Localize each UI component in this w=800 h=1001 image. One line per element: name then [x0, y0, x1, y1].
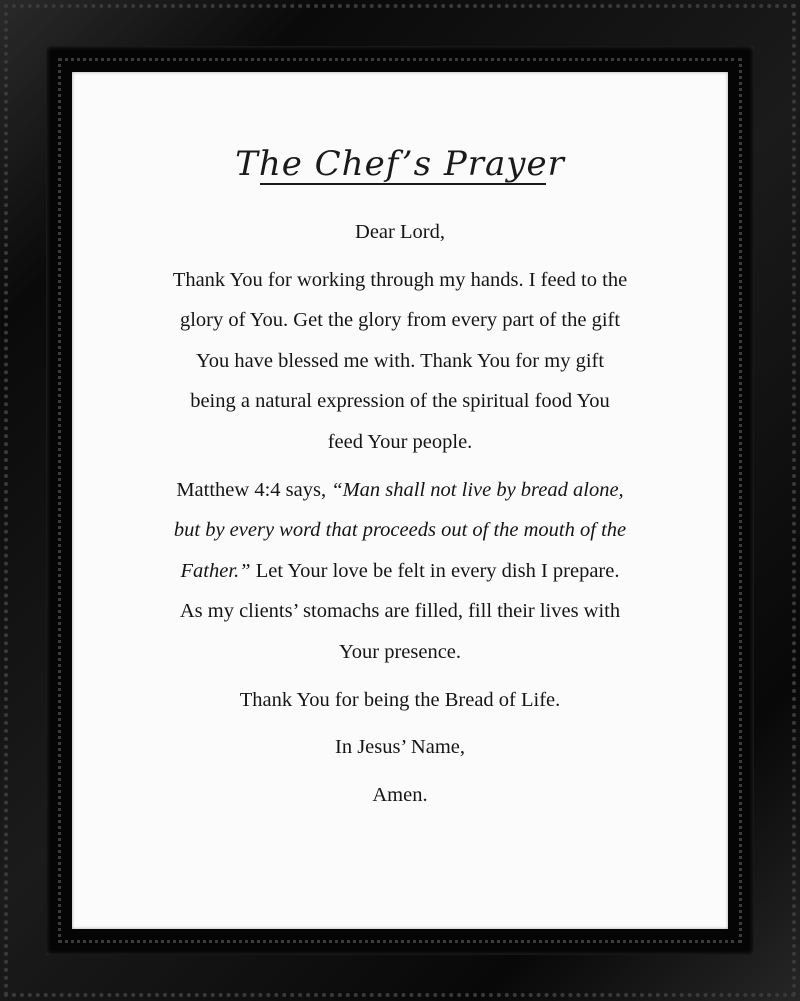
- scripture-quote-part-3: Father.”: [180, 559, 251, 582]
- paragraph-2-line-3-text: Let Your love be felt in every dish I prepare.: [250, 559, 620, 582]
- paragraph-1-line-1: Thank You for working through my hands. I feed to the: [172, 268, 628, 291]
- prayer-sheet: [72, 72, 728, 929]
- paragraph-2-line-3: [102, 551, 698, 592]
- paragraph-1-line-4: being a natural expression of the spiritual food You: [190, 390, 610, 413]
- paragraph-2-line-2: [102, 510, 698, 551]
- closing-amen: Amen.: [372, 783, 428, 806]
- scripture-quote-part-2: but by every word that proceeds out of the mouth of the: [173, 519, 627, 542]
- paragraph-1-line-5: feed Your people.: [327, 430, 473, 453]
- paragraph-2-line-4: As my clients’ stomachs are filled, fill their lives with: [179, 600, 621, 623]
- paragraph-1-line-2: glory of You. Get the glory from every part of the gift: [179, 309, 621, 332]
- scripture-reference: Matthew 4:4 says,: [176, 478, 332, 501]
- paragraph-1-line-3: You have blessed me with. Thank You for my gift: [195, 349, 605, 372]
- paragraph-2-line-5: Your presence.: [338, 640, 462, 663]
- title-underline: [260, 183, 546, 185]
- salutation: Dear Lord,: [355, 221, 445, 243]
- closing-line-2: In Jesus’ Name,: [335, 736, 465, 759]
- closing-line-1: Thank You for being the Bread of Life.: [239, 688, 561, 711]
- scripture-quote-part-1: “Man shall not live by bread alone,: [331, 478, 624, 501]
- prayer-body: [102, 212, 698, 815]
- paragraph-2-line-1: [102, 470, 698, 511]
- prayer-title: The Chef’s Prayer: [235, 144, 565, 184]
